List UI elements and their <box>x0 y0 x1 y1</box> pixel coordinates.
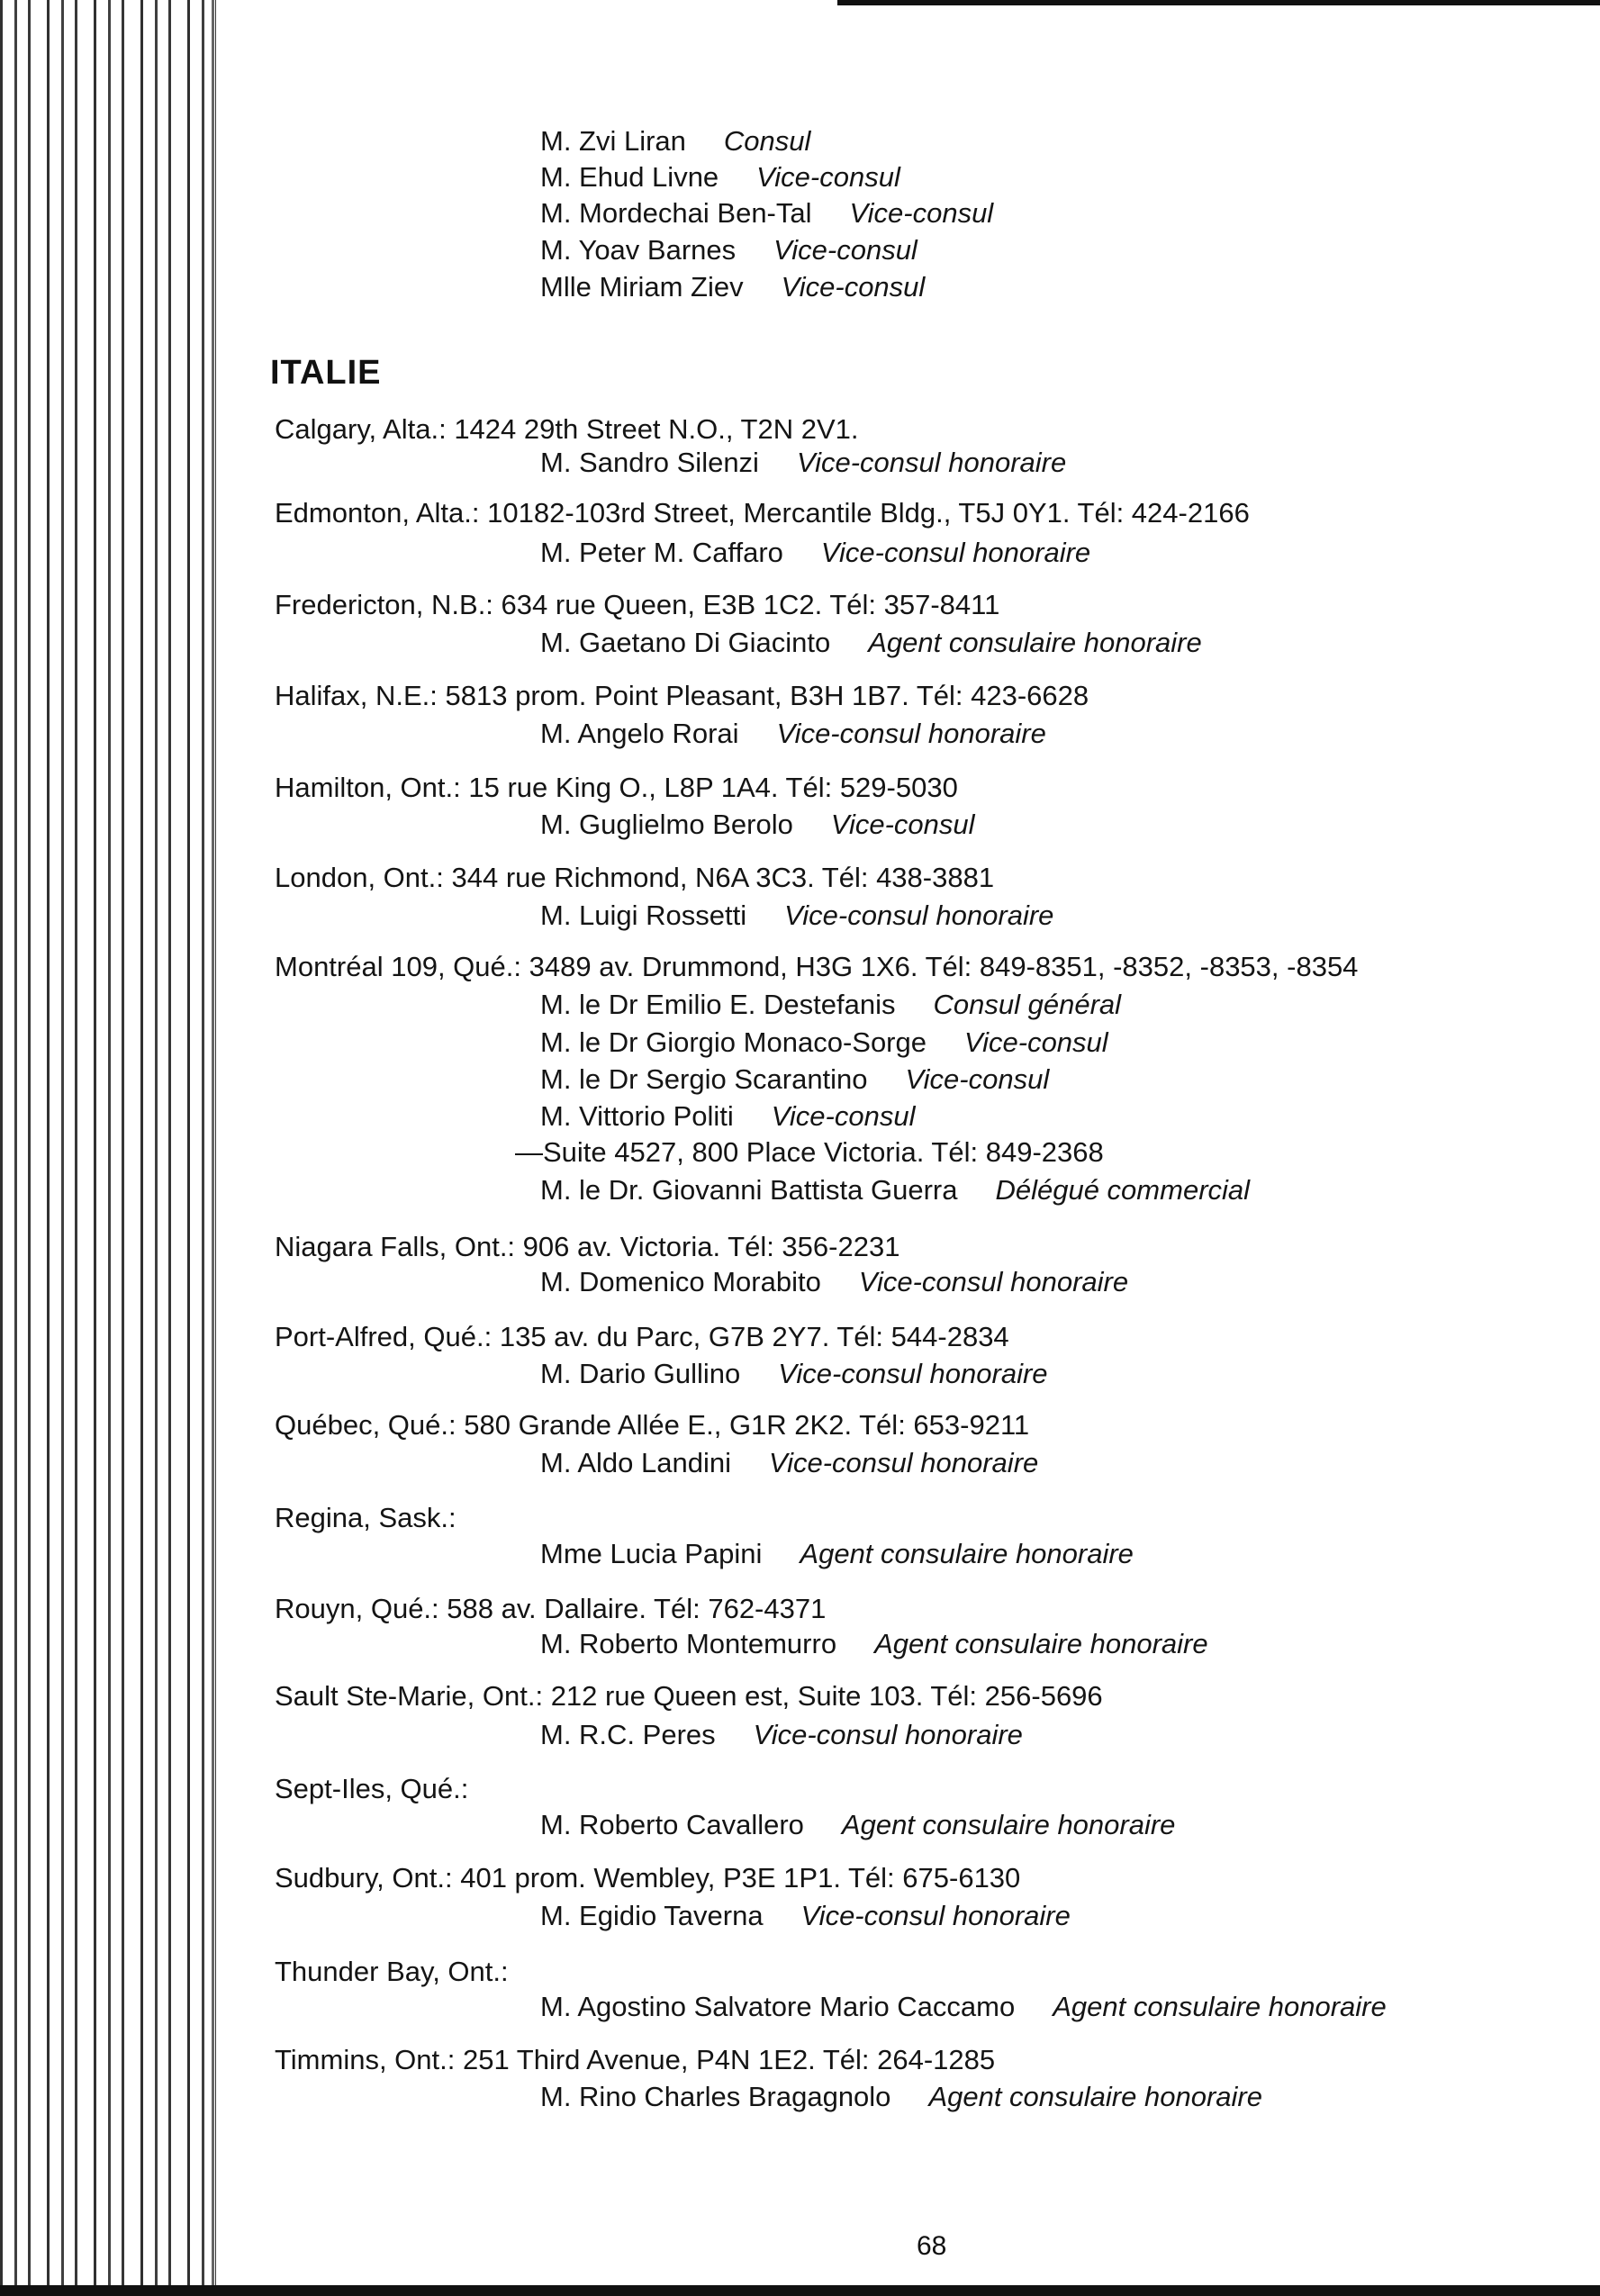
entry-place: Thunder Bay, Ont.: <box>275 1956 509 1987</box>
entry-place: Québec, Qué.: 580 Grande Allée E., G1R 2K2. Tél: 653-9211 <box>275 1409 1030 1441</box>
list-item: M. Guglielmo Berolo Vice-consul <box>540 809 975 840</box>
list-item: M. le Dr Sergio Scarantino Vice-consul <box>540 1063 1050 1095</box>
list-item: M. Luigi Rossetti Vice-consul honoraire <box>540 899 1054 931</box>
list-item: M. le Dr. Giovanni Battista Guerra Délégué commercial <box>540 1174 1251 1206</box>
list-item: M. Roberto Montemurro Agent consulaire honoraire <box>540 1628 1208 1659</box>
list-item: M. Rino Charles Bragagnolo Agent consulaire honoraire <box>540 2081 1262 2112</box>
list-item: Mme Lucia Papini Agent consulaire honoraire <box>540 1538 1134 1569</box>
list-item: M. Aldo Landini Vice-consul honoraire <box>540 1447 1039 1478</box>
entry-place: Rouyn, Qué.: 588 av. Dallaire. Tél: 762-4371 <box>275 1593 827 1624</box>
list-item: M. Agostino Salvatore Mario Caccamo Agent consulaire honoraire <box>540 1991 1387 2022</box>
entry-place: Sept-Iles, Qué.: <box>275 1773 469 1804</box>
entry-place: Sault Ste-Marie, Ont.: 212 rue Queen est, Suite 103. Tél: 256-5696 <box>275 1680 1103 1712</box>
scan-bottom-border <box>0 2285 1600 2296</box>
list-item: M. Egidio Taverna Vice-consul honoraire <box>540 1900 1071 1931</box>
entry-place: Calgary, Alta.: 1424 29th Street N.O., T2N 2V1. <box>275 413 859 445</box>
entry-place: Port-Alfred, Qué.: 135 av. du Parc, G7B 2Y7. Tél: 544-2834 <box>275 1321 1009 1352</box>
list-item: M. le Dr Emilio E. Destefanis Consul général <box>540 989 1122 1020</box>
scanned-binding-edge <box>0 0 216 2296</box>
entry-place: Montréal 109, Qué.: 3489 av. Drummond, H3G 1X6. Tél: 849-8351, -8352, -8353, -8354 <box>275 951 1359 982</box>
list-item: M. Dario Gullino Vice-consul honoraire <box>540 1358 1048 1389</box>
list-item: M. Ehud Livne Vice-consul <box>540 161 900 193</box>
list-item: M. Zvi Liran Consul <box>540 125 811 157</box>
list-item: M. Sandro Silenzi Vice-consul honoraire <box>540 447 1067 478</box>
entry-place: Timmins, Ont.: 251 Third Avenue, P4N 1E2. Tél: 264-1285 <box>275 2044 996 2075</box>
list-item: Mlle Miriam Ziev Vice-consul <box>540 271 926 303</box>
list-item: M. Peter M. Caffaro Vice-consul honoraire <box>540 537 1091 568</box>
entry-place: Niagara Falls, Ont.: 906 av. Victoria. Tél: 356-2231 <box>275 1231 900 1262</box>
list-item: M. Angelo Rorai Vice-consul honoraire <box>540 718 1046 749</box>
scan-top-border <box>837 0 1600 5</box>
list-item: M. Vittorio Politi Vice-consul <box>540 1100 916 1132</box>
entry-place: Hamilton, Ont.: 15 rue King O., L8P 1A4. Tél: 529-5030 <box>275 772 958 803</box>
entry-place: Halifax, N.E.: 5813 prom. Point Pleasant, B3H 1B7. Tél: 423-6628 <box>275 680 1089 711</box>
list-item: M. Gaetano Di Giacinto Agent consulaire honoraire <box>540 627 1202 658</box>
entry-place: Edmonton, Alta.: 10182-103rd Street, Mercantile Bldg., T5J 0Y1. Tél: 424-2166 <box>275 497 1250 529</box>
list-item: M. Mordechai Ben-Tal Vice-consul <box>540 197 994 229</box>
list-item: M. Domenico Morabito Vice-consul honoraire <box>540 1266 1129 1297</box>
list-item: M. Yoav Barnes Vice-consul <box>540 234 918 266</box>
section-heading: ITALIE <box>270 354 382 392</box>
list-item: M. le Dr Giorgio Monaco-Sorge Vice-consul <box>540 1026 1108 1058</box>
page-number: 68 <box>917 2231 947 2261</box>
entry-place: Regina, Sask.: <box>275 1502 456 1533</box>
entry-place: Sudbury, Ont.: 401 prom. Wembley, P3E 1P1. Tél: 675-6130 <box>275 1862 1021 1894</box>
entry-place: Fredericton, N.B.: 634 rue Queen, E3B 1C2. Tél: 357-8411 <box>275 589 1000 620</box>
entry-place: London, Ont.: 344 rue Richmond, N6A 3C3. Tél: 438-3881 <box>275 862 995 893</box>
list-item: M. R.C. Peres Vice-consul honoraire <box>540 1719 1023 1750</box>
suite-address: —Suite 4527, 800 Place Victoria. Tél: 849-2368 <box>515 1136 1104 1168</box>
list-item: M. Roberto Cavallero Agent consulaire honoraire <box>540 1809 1176 1840</box>
